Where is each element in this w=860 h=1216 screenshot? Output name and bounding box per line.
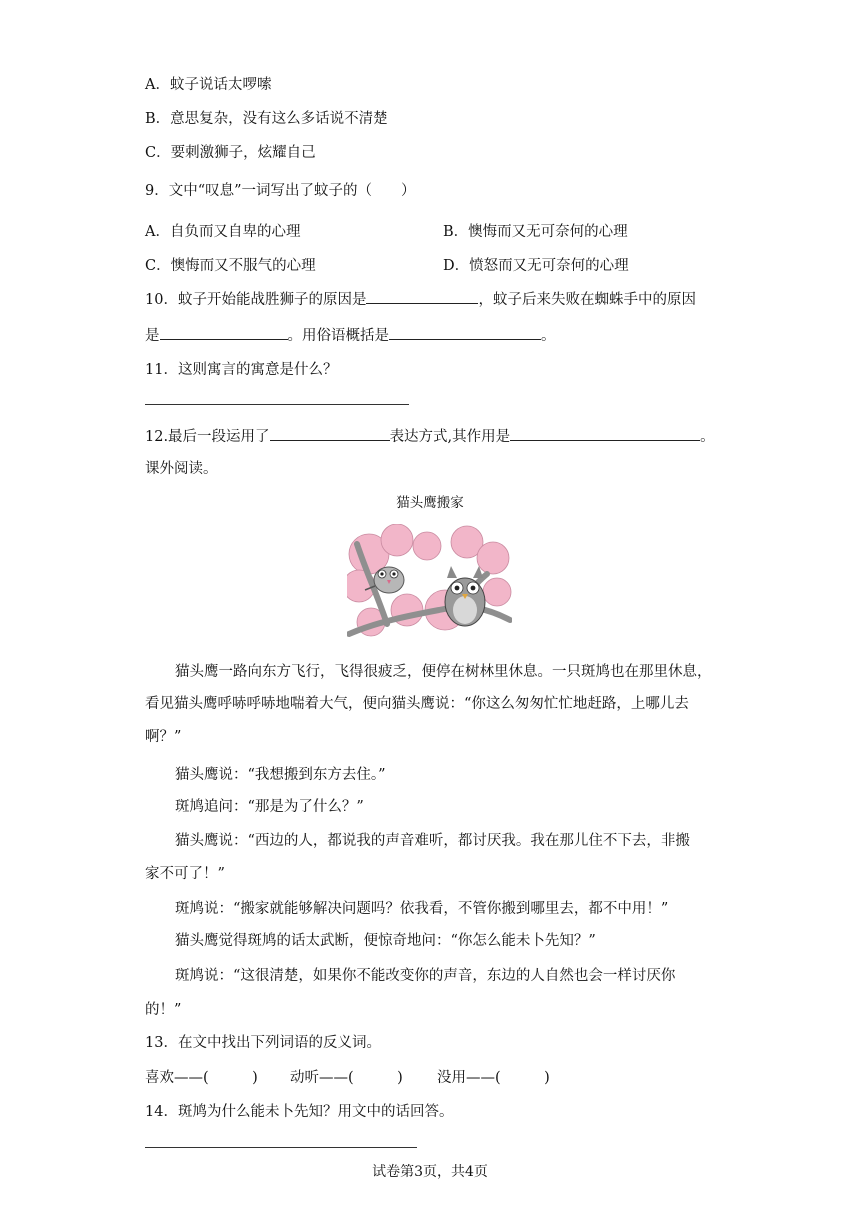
story-p7-line-1: 斑鸠说：“这很清楚，如果你不能改变你的声音，东边的人自然也会一样讨厌你 — [175, 968, 676, 984]
q13-stem: 13．在文中找出下列词语的反义词。 — [145, 1035, 381, 1051]
section-label: 课外阅读。 — [145, 461, 218, 477]
story-p4-line-2: 家不可了！” — [145, 866, 225, 882]
q12-blank-2[interactable] — [510, 426, 700, 441]
q12-text-2: 表达方式,其作用是 — [389, 429, 511, 445]
story-p7-line-2: 的！” — [145, 1002, 182, 1018]
story-p1-line-3: 啊？” — [145, 729, 182, 745]
q10-text-2: ，蚊子后来失败在蜘蛛手中的原因 — [478, 292, 696, 308]
q10-text-5: 。 — [541, 328, 556, 344]
story-p5: 斑鸠说：“搬家就能够解决问题吗？依我看，不管你搬到哪里去，都不中用！” — [175, 901, 669, 917]
q14-stem: 14．斑鸠为什么能未卜先知？用文中的话回答。 — [145, 1104, 454, 1120]
q11-answer-line[interactable] — [145, 404, 409, 405]
owl-illustration — [347, 524, 512, 642]
story-p3: 斑鸠追问：“那是为了什么？” — [175, 799, 364, 815]
q8-option-c: C．要刺激狮子，炫耀自己 — [145, 145, 316, 161]
q10-text-1: 10．蚊子开始能战胜狮子的原因是 — [145, 292, 367, 308]
q12-text-3: 。 — [700, 429, 715, 445]
page-footer: 试卷第3页，共4页 — [372, 1164, 488, 1180]
q10-line-2 — [145, 324, 556, 345]
q10-line-1 — [145, 288, 696, 309]
q8-option-b: B．意思复杂，没有这么多话说不清楚 — [145, 111, 388, 127]
q10-text-3: 是 — [145, 328, 160, 344]
story-p1-line-2: 看见猫头鹰呼哧呼哧地喘着大气，便向猫头鹰说：“你这么匆匆忙忙地赶路，上哪儿去 — [145, 696, 689, 712]
q9-option-d: D．愤怒而又无可奈何的心理 — [443, 258, 629, 274]
q10-blank-3[interactable] — [389, 325, 541, 340]
q13-word-2[interactable]: 动听——( ) — [290, 1070, 403, 1086]
q14-answer-line[interactable] — [145, 1147, 417, 1148]
q9-option-b: B．懊悔而又无可奈何的心理 — [443, 224, 628, 240]
q11-stem: 11．这则寓言的寓意是什么？ — [145, 362, 338, 378]
q10-text-4: 。用俗语概括是 — [287, 328, 389, 344]
story-p6: 猫头鹰觉得斑鸠的话太武断，便惊奇地问：“你怎么能未卜先知？” — [175, 933, 596, 949]
q10-blank-2[interactable] — [160, 325, 288, 340]
q12-text-1: 12.最后一段运用了 — [145, 429, 270, 445]
q13-word-3[interactable]: 没用——( ) — [437, 1070, 550, 1086]
story-title: 猫头鹰搬家 — [396, 495, 464, 511]
story-p2: 猫头鹰说：“我想搬到东方去住。” — [175, 767, 386, 783]
q12-line — [145, 425, 715, 446]
story-p4-line-1: 猫头鹰说：“西边的人，都说我的声音难听，都讨厌我。我在那儿住不下去，非搬 — [175, 833, 690, 849]
q12-blank-1[interactable] — [270, 426, 390, 441]
q9-stem: 9．文中“叹息”一词写出了蚊子的（ ） — [145, 183, 416, 199]
story-p1-line-1: 猫头鹰一路向东方飞行，飞得很疲乏，便停在树林里休息。一只斑鸠也在那里休息， — [175, 664, 712, 680]
q13-word-1[interactable]: 喜欢——( ) — [145, 1070, 258, 1086]
q10-blank-1[interactable] — [366, 289, 478, 304]
q9-option-a: A．自负而又自卑的心理 — [145, 224, 301, 240]
q8-option-a: A．蚊子说话太啰嗦 — [145, 77, 272, 93]
q9-option-c: C．懊悔而又不服气的心理 — [145, 258, 316, 274]
